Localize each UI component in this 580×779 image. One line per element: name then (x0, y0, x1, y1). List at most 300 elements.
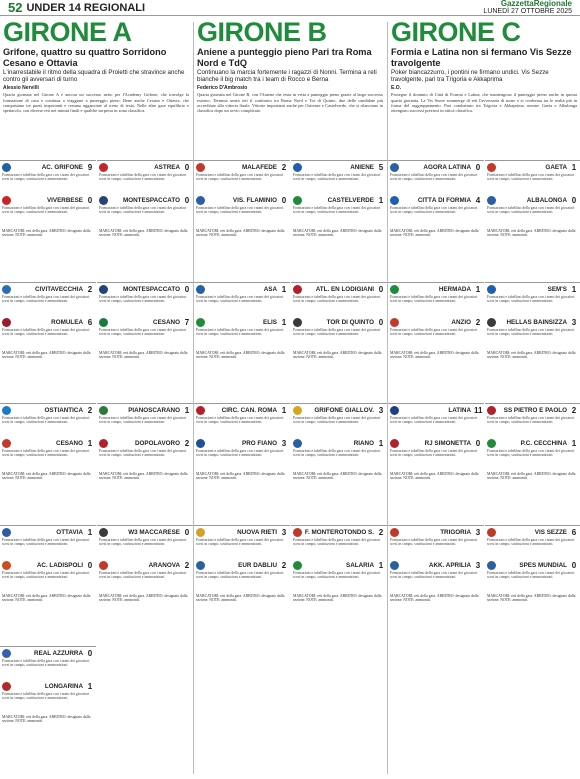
article-body: Quarta giornata nel Girone B, con l'Aniene che resta in vetta a punteggio pieno grazie al largo successo esterno. Termina senza reti il confronto tra Roma Nord e Tor di Quinto, due delle candidate più accreditate alla vittoria finale. Vittorie importanti anche per Ostiense e Castelverde, che si rilanciano in classifica dopo un avvio complicato. (197, 92, 383, 114)
team-name: PRO FIANO (242, 440, 277, 447)
team-name: CASTELVERDE (327, 197, 374, 204)
match-details: MARCATORI: reti della gara. ARBITRO: designato dalla sezione. NOTE: ammoniti. (2, 715, 91, 724)
team-score: 9 (87, 163, 93, 172)
team-crest-icon (487, 196, 496, 205)
match-block (291, 160, 387, 282)
match-block (97, 282, 193, 404)
team-score: 0 (184, 284, 190, 294)
team-lineup: Formazioni e tabellino della gara con i nomi dei giocatori scesi in campo, sostituzioni e ammonizioni. (390, 327, 478, 336)
team-lineup: Formazioni e tabellino della gara con i nomi dei giocatori scesi in campo, sostituzioni e ammonizioni. (99, 327, 187, 336)
team-lineup: Formazioni e tabellino della gara con i nomi dei giocatori scesi in campo, sostituzioni e ammonizioni. (293, 294, 381, 303)
team-row (2, 561, 94, 570)
team-crest-icon (487, 163, 496, 172)
team-row (2, 318, 94, 327)
match-details: MARCATORI: reti della gara. ARBITRO: designato dalla sezione. NOTE: ammoniti. (196, 229, 285, 238)
team-score: 2 (87, 406, 93, 415)
team-name: HELLAS BAINSIZZA (506, 318, 567, 326)
team-name: LONGARINA (44, 683, 83, 690)
team-crest-icon (293, 406, 302, 415)
team-row (99, 285, 191, 294)
match-details: MARCATORI: reti della gara. ARBITRO: designato dalla sezione. NOTE: ammoniti. (390, 350, 479, 359)
team-lineup: Formazioni e tabellino della gara con i nomi dei giocatori scesi in campo, sostituzioni e ammonizioni. (293, 537, 381, 546)
team-row (293, 561, 385, 570)
team-name: LATINA (448, 407, 471, 414)
match-block (485, 525, 580, 647)
team-score: 3 (475, 560, 481, 570)
team-score: 0 (475, 439, 481, 448)
match-block (194, 160, 290, 282)
team-score: 1 (281, 284, 287, 294)
team-score: 0 (571, 560, 577, 570)
team-row (487, 163, 578, 172)
team-crest-icon (196, 196, 205, 205)
team-crest-icon (99, 318, 108, 327)
team-lineup: Formazioni e tabellino della gara con i nomi dei giocatori scesi in campo, sostituzioni e ammonizioni. (196, 570, 284, 579)
team-crest-icon (293, 196, 302, 205)
team-name: ATL. EN LODIGIANI (315, 285, 374, 293)
team-score: 3 (281, 439, 287, 448)
team-score: 1 (571, 284, 577, 294)
team-crest-icon (390, 561, 399, 570)
team-lineup: Formazioni e tabellino della gara con i nomi dei giocatori scesi in campo, sostituzioni e ammonizioni. (99, 173, 187, 182)
article-summary: Poker biancazzurro, i pontini ne firmano undici. Vis Sezze travolgente, pari tra Trigoria e Akkaprima (391, 69, 549, 84)
team-row (390, 528, 482, 537)
team-row (196, 163, 288, 172)
team-row (99, 196, 191, 205)
team-score: 1 (378, 196, 384, 205)
team-row (293, 163, 385, 172)
team-score: 0 (184, 527, 190, 537)
team-lineup: Formazioni e tabellino della gara con i nomi dei giocatori scesi in campo, sostituzioni e ammonizioni. (390, 206, 478, 215)
team-crest-icon (293, 561, 302, 570)
team-crest-icon (293, 528, 302, 537)
article-title: GIRONE A (3, 18, 132, 47)
team-crest-icon (293, 285, 302, 294)
team-score: 0 (571, 196, 577, 205)
team-lineup: Formazioni e tabellino della gara con i nomi dei giocatori scesi in campo, sostituzioni e ammonizioni. (2, 173, 90, 182)
match-block (291, 525, 387, 647)
team-crest-icon (390, 163, 399, 172)
results-column (388, 160, 484, 774)
match-details: MARCATORI: reti della gara. ARBITRO: designato dalla sezione. NOTE: ammoniti. (390, 229, 479, 238)
team-row (487, 318, 578, 327)
team-row (487, 406, 578, 415)
team-name: CIRC. CAN. ROMA (221, 407, 277, 414)
team-crest-icon (196, 406, 205, 415)
team-crest-icon (2, 196, 11, 205)
team-name: SS PIETRO E PAOLO (503, 407, 567, 414)
match-block (97, 160, 193, 282)
team-score: 0 (87, 196, 93, 205)
match-details: MARCATORI: reti della gara. ARBITRO: designato dalla sezione. NOTE: ammoniti. (99, 229, 188, 238)
team-score: 11 (474, 406, 483, 415)
team-lineup: Formazioni e tabellino della gara con i nomi dei giocatori scesi in campo, sostituzioni e ammonizioni. (2, 294, 90, 303)
team-name: REAL AZZURRA (34, 650, 83, 657)
team-name: GRIFONE GIALLOV. (314, 407, 374, 414)
match-details: MARCATORI: reti della gara. ARBITRO: designato dalla sezione. NOTE: ammoniti. (293, 350, 382, 359)
match-block (388, 525, 484, 647)
match-details: MARCATORI: reti della gara. ARBITRO: designato dalla sezione. NOTE: ammoniti. (390, 593, 479, 602)
team-crest-icon (99, 439, 108, 448)
team-crest-icon (487, 561, 496, 570)
team-score: 1 (184, 406, 190, 415)
team-score: 3 (571, 317, 577, 327)
match-block (485, 160, 580, 282)
match-details: MARCATORI: reti della gara. ARBITRO: designato dalla sezione. NOTE: ammoniti. (390, 472, 479, 481)
team-name: ANIENE (350, 164, 374, 171)
team-name: ARANOVA (148, 561, 180, 569)
match-block (291, 403, 387, 525)
team-score: 6 (571, 527, 577, 537)
team-row (2, 682, 94, 691)
team-row (293, 318, 385, 327)
team-row (196, 196, 288, 205)
team-name: AC. LADISPOLI (36, 561, 83, 569)
page-number: 52 (8, 0, 23, 15)
team-name: MALAFEDE (242, 164, 277, 171)
match-block (194, 525, 290, 647)
team-crest-icon (2, 439, 11, 448)
team-crest-icon (99, 561, 108, 570)
team-row (2, 163, 94, 172)
team-lineup: Formazioni e tabellino della gara con i nomi dei giocatori scesi in campo, sostituzioni e ammonizioni. (196, 537, 284, 546)
team-lineup: Formazioni e tabellino della gara con i nomi dei giocatori scesi in campo, sostituzioni e ammonizioni. (2, 416, 90, 425)
team-lineup: Formazioni e tabellino della gara con i nomi dei giocatori scesi in campo, sostituzioni e ammonizioni. (196, 294, 284, 303)
team-score: 7 (184, 317, 190, 327)
issue-date: LUNEDÌ 27 OTTOBRE 2025 (483, 8, 572, 15)
team-name: HERMADA (438, 285, 471, 293)
match-details: MARCATORI: reti della gara. ARBITRO: designato dalla sezione. NOTE: ammoniti. (196, 472, 285, 481)
match-block (0, 525, 96, 647)
match-block (97, 403, 193, 525)
match-block (291, 282, 387, 404)
team-crest-icon (2, 682, 11, 691)
match-details: MARCATORI: reti della gara. ARBITRO: designato dalla sezione. NOTE: ammoniti. (196, 593, 285, 602)
match-block (0, 646, 96, 768)
team-name: CESANO (56, 440, 83, 447)
team-score: 0 (475, 163, 481, 172)
team-name: RIANO (353, 440, 374, 447)
team-crest-icon (196, 561, 205, 570)
team-name: P.C. CECCHINA (520, 440, 567, 447)
team-name: F. MONTEROTONDO S. (304, 528, 374, 536)
team-crest-icon (390, 285, 399, 294)
match-block (194, 282, 290, 404)
team-name: OTTAVIA (56, 528, 83, 536)
team-name: ANZIO (451, 318, 471, 326)
team-row (293, 196, 385, 205)
team-name: W3 MACCARESE (128, 528, 180, 536)
team-name: TOR DI QUINTO (326, 318, 374, 326)
team-row (196, 406, 288, 415)
team-crest-icon (390, 406, 399, 415)
team-score: 2 (281, 560, 287, 570)
team-score: 3 (378, 406, 384, 415)
team-lineup: Formazioni e tabellino della gara con i nomi dei giocatori scesi in campo, sostituzioni e ammonizioni. (487, 206, 575, 215)
team-row (99, 561, 191, 570)
team-row (293, 439, 385, 448)
team-score: 6 (87, 317, 93, 327)
team-name: EUR DABLIU (238, 561, 277, 569)
team-row (390, 163, 482, 172)
team-score: 2 (87, 284, 93, 294)
page-header (0, 0, 580, 16)
team-row (2, 196, 94, 205)
team-lineup: Formazioni e tabellino della gara con i nomi dei giocatori scesi in campo, sostituzioni e ammonizioni. (99, 570, 187, 579)
team-row (293, 406, 385, 415)
team-row (99, 406, 191, 415)
team-lineup: Formazioni e tabellino della gara con i nomi dei giocatori scesi in campo, sostituzioni e ammonizioni. (293, 570, 381, 579)
team-crest-icon (196, 318, 205, 327)
article-girone-c (388, 18, 580, 158)
brand-name: GazzettaRegionale (500, 0, 572, 8)
article-author: Federico D'Ambrosio (197, 85, 248, 92)
team-name: PIANOSCARANO (128, 407, 180, 414)
team-score: 2 (184, 439, 190, 448)
team-name: ASTREA (154, 164, 180, 171)
team-name: OSTIANTICA (44, 407, 83, 414)
team-lineup: Formazioni e tabellino della gara con i nomi dei giocatori scesi in campo, sostituzioni e ammonizioni. (2, 327, 90, 336)
team-row (390, 318, 482, 327)
team-lineup: Formazioni e tabellino della gara con i nomi dei giocatori scesi in campo, sostituzioni e ammonizioni. (390, 416, 478, 425)
team-crest-icon (99, 285, 108, 294)
section-title: UNDER 14 REGIONALI (26, 2, 146, 14)
article-author: Alessio Nervilli (3, 85, 39, 92)
team-crest-icon (99, 163, 108, 172)
match-details: MARCATORI: reti della gara. ARBITRO: designato dalla sezione. NOTE: ammoniti. (2, 350, 91, 359)
team-crest-icon (2, 406, 11, 415)
team-row (390, 285, 482, 294)
team-row (487, 285, 578, 294)
team-crest-icon (390, 528, 399, 537)
team-crest-icon (487, 285, 496, 294)
team-lineup: Formazioni e tabellino della gara con i nomi dei giocatori scesi in campo, sostituzioni e ammonizioni. (293, 173, 381, 182)
team-score: 2 (378, 527, 384, 537)
team-score: 4 (475, 196, 481, 205)
team-lineup: Formazioni e tabellino della gara con i nomi dei giocatori scesi in campo, sostituzioni e ammonizioni. (2, 570, 90, 579)
article-body: Prosegue il dominio di Città di Formia e Latina, che mantengono il punteggio pieno anche in questa quarta giornata. La Vis Sezze sommerge di reti l'avversaria di turno e si conferma tra le realtà più in forma del raggruppamento. Pari combattuto tra Trigoria e Akkaprima, mentre Gaeta e Albalonga ottengono successi preziosi in ottica classifica. (391, 92, 577, 114)
team-lineup: Formazioni e tabellino della gara con i nomi dei giocatori scesi in campo, sostituzioni e ammonizioni. (2, 659, 90, 668)
team-crest-icon (2, 163, 11, 172)
team-name: DOPOLAVORO (134, 440, 180, 447)
team-lineup: Formazioni e tabellino della gara con i nomi dei giocatori scesi in campo, sostituzioni e ammonizioni. (196, 449, 284, 458)
team-name: RJ SIMONETTA (424, 440, 471, 447)
match-details: MARCATORI: reti della gara. ARBITRO: designato dalla sezione. NOTE: ammoniti. (293, 229, 382, 238)
match-block (0, 160, 96, 282)
team-lineup: Formazioni e tabellino della gara con i nomi dei giocatori scesi in campo, sostituzioni e ammonizioni. (196, 327, 284, 336)
match-details: MARCATORI: reti della gara. ARBITRO: designato dalla sezione. NOTE: ammoniti. (2, 472, 91, 481)
team-row (2, 528, 94, 537)
match-block (0, 282, 96, 404)
article-summary: L'inarrestabile il ritmo della squadra di Proietti che stravince anche contro gli avversari di turno (3, 69, 185, 84)
team-row (99, 318, 191, 327)
article-subtitle: Grifone, quattro su quattro Sorridono Cesano e Ottavia (3, 47, 167, 68)
team-name: GAETA (545, 164, 567, 171)
match-details: MARCATORI: reti della gara. ARBITRO: designato dalla sezione. NOTE: ammoniti. (99, 472, 188, 481)
team-score: 3 (475, 527, 481, 537)
results-column (0, 160, 96, 774)
article-summary: Continuano la marcia fortemente i ragazzi di Nonni. Termina a reti bianche il big match tra i team di Rocco e Berna (197, 69, 377, 84)
team-lineup: Formazioni e tabellino della gara con i nomi dei giocatori scesi in campo, sostituzioni e ammonizioni. (487, 449, 575, 458)
team-score: 1 (281, 406, 287, 415)
team-crest-icon (2, 318, 11, 327)
team-lineup: Formazioni e tabellino della gara con i nomi dei giocatori scesi in campo, sostituzioni e ammonizioni. (99, 416, 187, 425)
results-column (485, 160, 580, 774)
match-details: MARCATORI: reti della gara. ARBITRO: designato dalla sezione. NOTE: ammoniti. (99, 593, 188, 602)
match-details: MARCATORI: reti della gara. ARBITRO: designato dalla sezione. NOTE: ammoniti. (2, 229, 91, 238)
article-title: GIRONE B (197, 18, 327, 47)
team-crest-icon (196, 285, 205, 294)
team-row (2, 439, 94, 448)
team-row (487, 196, 578, 205)
team-name: MONTESPACCATO (122, 285, 180, 293)
team-row (390, 196, 482, 205)
team-crest-icon (390, 439, 399, 448)
match-block (388, 403, 484, 525)
team-lineup: Formazioni e tabellino della gara con i nomi dei giocatori scesi in campo, sostituzioni e ammonizioni. (487, 294, 575, 303)
match-block (97, 525, 193, 647)
team-row (99, 163, 191, 172)
article-girone-a (0, 18, 192, 158)
team-name: CITTÀ DI FORMIA (417, 197, 471, 204)
article-title: GIRONE C (391, 18, 521, 47)
team-name: CESANO (153, 318, 180, 326)
team-row (2, 406, 94, 415)
team-score: 2 (571, 406, 577, 415)
team-lineup: Formazioni e tabellino della gara con i nomi dei giocatori scesi in campo, sostituzioni e ammonizioni. (293, 416, 381, 425)
team-name: ALBALONGA (526, 197, 567, 204)
match-details: MARCATORI: reti della gara. ARBITRO: designato dalla sezione. NOTE: ammoniti. (487, 350, 576, 359)
team-lineup: Formazioni e tabellino della gara con i nomi dei giocatori scesi in campo, sostituzioni e ammonizioni. (487, 570, 575, 579)
team-crest-icon (293, 318, 302, 327)
team-row (390, 561, 482, 570)
team-lineup: Formazioni e tabellino della gara con i nomi dei giocatori scesi in campo, sostituzioni e ammonizioni. (487, 416, 575, 425)
team-name: AKK. APRILIA (428, 561, 471, 569)
team-row (196, 285, 288, 294)
team-score: 1 (378, 560, 384, 570)
team-crest-icon (196, 163, 205, 172)
team-lineup: Formazioni e tabellino della gara con i nomi dei giocatori scesi in campo, sostituzioni e ammonizioni. (196, 206, 284, 215)
team-score: 1 (378, 439, 384, 448)
team-lineup: Formazioni e tabellino della gara con i nomi dei giocatori scesi in campo, sostituzioni e ammonizioni. (196, 416, 284, 425)
team-score: 1 (281, 317, 287, 327)
team-row (487, 439, 578, 448)
team-row (390, 406, 482, 415)
team-crest-icon (390, 196, 399, 205)
team-score: 0 (184, 196, 190, 205)
team-lineup: Formazioni e tabellino della gara con i nomi dei giocatori scesi in campo, sostituzioni e ammonizioni. (487, 537, 575, 546)
team-crest-icon (293, 439, 302, 448)
team-lineup: Formazioni e tabellino della gara con i nomi dei giocatori scesi in campo, sostituzioni e ammonizioni. (390, 449, 478, 458)
team-name: NUOVA RIETI (237, 528, 277, 536)
team-crest-icon (390, 318, 399, 327)
team-score: 1 (87, 439, 93, 448)
match-details: MARCATORI: reti della gara. ARBITRO: designato dalla sezione. NOTE: ammoniti. (196, 350, 285, 359)
team-crest-icon (2, 285, 11, 294)
team-lineup: Formazioni e tabellino della gara con i nomi dei giocatori scesi in campo, sostituzioni e ammonizioni. (196, 173, 284, 182)
team-lineup: Formazioni e tabellino della gara con i nomi dei giocatori scesi in campo, sostituzioni e ammonizioni. (390, 294, 478, 303)
match-details: MARCATORI: reti della gara. ARBITRO: designato dalla sezione. NOTE: ammoniti. (487, 593, 576, 602)
team-score: 2 (281, 163, 287, 172)
match-details: MARCATORI: reti della gara. ARBITRO: designato dalla sezione. NOTE: ammoniti. (99, 350, 188, 359)
team-name: MONTESPACCATO (122, 197, 180, 204)
team-lineup: Formazioni e tabellino della gara con i nomi dei giocatori scesi in campo, sostituzioni e ammonizioni. (2, 692, 90, 701)
match-block (388, 282, 484, 404)
results-column (194, 160, 290, 774)
team-lineup: Formazioni e tabellino della gara con i nomi dei giocatori scesi in campo, sostituzioni e ammonizioni. (2, 206, 90, 215)
match-details: MARCATORI: reti della gara. ARBITRO: designato dalla sezione. NOTE: ammoniti. (293, 593, 382, 602)
team-score: 0 (378, 284, 384, 294)
team-row (487, 561, 578, 570)
team-score: 1 (87, 682, 93, 691)
team-score: 1 (571, 163, 577, 172)
match-block (388, 160, 484, 282)
team-score: 1 (87, 527, 93, 537)
team-score: 0 (184, 163, 190, 172)
team-score: 3 (281, 527, 287, 537)
team-lineup: Formazioni e tabellino della gara con i nomi dei giocatori scesi in campo, sostituzioni e ammonizioni. (487, 327, 575, 336)
team-lineup: Formazioni e tabellino della gara con i nomi dei giocatori scesi in campo, sostituzioni e ammonizioni. (99, 294, 187, 303)
team-name: TRIGORIA (440, 528, 471, 536)
team-lineup: Formazioni e tabellino della gara con i nomi dei giocatori scesi in campo, sostituzioni e ammonizioni. (2, 537, 90, 546)
team-row (390, 439, 482, 448)
match-block (0, 403, 96, 525)
team-row (99, 439, 191, 448)
team-lineup: Formazioni e tabellino della gara con i nomi dei giocatori scesi in campo, sostituzioni e ammonizioni. (99, 449, 187, 458)
team-score: 2 (475, 317, 481, 327)
article-author: E.O. (391, 85, 402, 92)
team-lineup: Formazioni e tabellino della gara con i nomi dei giocatori scesi in campo, sostituzioni e ammonizioni. (293, 449, 381, 458)
match-details: MARCATORI: reti della gara. ARBITRO: designato dalla sezione. NOTE: ammoniti. (487, 229, 576, 238)
team-lineup: Formazioni e tabellino della gara con i nomi dei giocatori scesi in campo, sostituzioni e ammonizioni. (293, 327, 381, 336)
team-lineup: Formazioni e tabellino della gara con i nomi dei giocatori scesi in campo, sostituzioni e ammonizioni. (487, 173, 575, 182)
team-name: CIVITAVECCHIA (34, 285, 83, 293)
team-name: VIS. FLAMINIO (232, 197, 277, 204)
team-crest-icon (99, 406, 108, 415)
team-lineup: Formazioni e tabellino della gara con i nomi dei giocatori scesi in campo, sostituzioni e ammonizioni. (2, 449, 90, 458)
team-lineup: Formazioni e tabellino della gara con i nomi dei giocatori scesi in campo, sostituzioni e ammonizioni. (390, 173, 478, 182)
team-score: 0 (281, 196, 287, 205)
results-column (291, 160, 387, 774)
team-name: VIS SEZZE (534, 528, 567, 536)
match-details: MARCATORI: reti della gara. ARBITRO: designato dalla sezione. NOTE: ammoniti. (2, 593, 91, 602)
team-score: 1 (571, 439, 577, 448)
team-name: VIVERBESE (46, 197, 83, 204)
team-crest-icon (2, 649, 11, 658)
article-body: Quarta giornata nel Girone A e ancora un successo netto per l'Academy Grifone, che travolge la formazione di casa e continua a viaggiare a punteggio pieno. Bene anche Cesano e Ottavia, che conquistano tre punti importanti e restano agganciate al treno di testa. Nelle altre gare equilibrio e spettacolo, con diverse reti nei minuti finali e qualche sorpresa in zona classifica. (3, 92, 189, 114)
team-score: 2 (184, 560, 190, 570)
team-lineup: Formazioni e tabellino della gara con i nomi dei giocatori scesi in campo, sostituzioni e ammonizioni. (293, 206, 381, 215)
team-name: SPES MUNDIAL (519, 561, 567, 569)
team-lineup: Formazioni e tabellino della gara con i nomi dei giocatori scesi in campo, sostituzioni e ammonizioni. (99, 206, 187, 215)
team-row (487, 528, 578, 537)
match-block (485, 282, 580, 404)
team-row (196, 528, 288, 537)
team-crest-icon (2, 528, 11, 537)
team-lineup: Formazioni e tabellino della gara con i nomi dei giocatori scesi in campo, sostituzioni e ammonizioni. (390, 570, 478, 579)
team-row (196, 318, 288, 327)
article-subtitle: Formia e Latina non si fermano Vis Sezze travolgente (391, 47, 572, 68)
brand-logo (483, 0, 572, 15)
team-row (2, 649, 94, 658)
team-crest-icon (487, 318, 496, 327)
team-name: SEM'S (547, 285, 567, 293)
team-score: 0 (87, 560, 93, 570)
team-name: AGORA LATINA (423, 164, 471, 171)
team-name: ELIS (263, 318, 277, 326)
team-score: 1 (475, 284, 481, 294)
team-crest-icon (487, 528, 496, 537)
